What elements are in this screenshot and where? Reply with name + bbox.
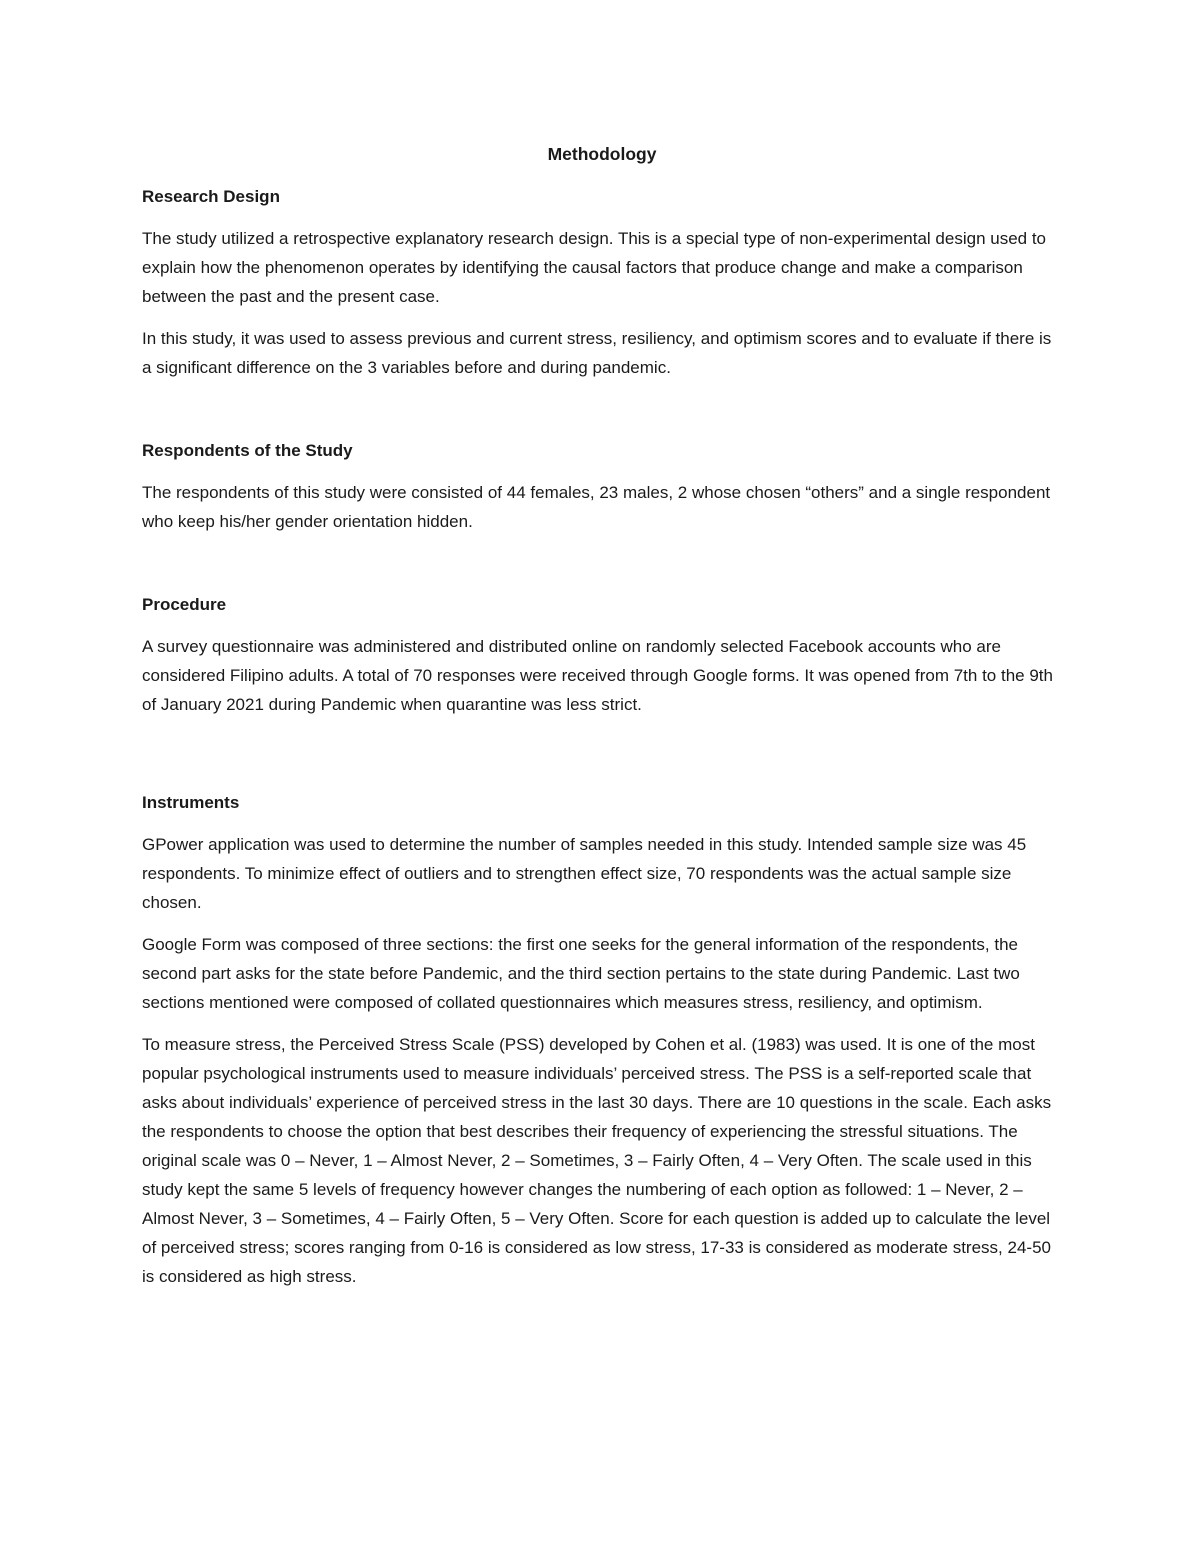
- section-research-design: [142, 182, 1062, 382]
- paragraph: The respondents of this study were consisted of 44 females, 23 males, 2 whose chosen “others” and a single respondent who keep his/her gender orientation hidden.: [142, 483, 1051, 531]
- document-body: [142, 140, 1062, 1304]
- paragraph: In this study, it was used to assess previous and current stress, resiliency, and optimism scores and to evaluate if there is a significant difference on the 3 variables before and during pandemic.: [142, 329, 1052, 377]
- page-title: Methodology: [547, 144, 657, 164]
- section-spacer: [142, 395, 1062, 436]
- paragraph: Google Form was composed of three sections: the first one seeks for the general information of the respondents, the second part asks for the state before Pandemic, and the third section pertains to the state during Pandemic. Last two sections mentioned were composed of collated questionnaires which measures stress, resiliency, and optimism.: [142, 935, 1020, 1012]
- section-spacer: [142, 549, 1062, 590]
- paragraph: A survey questionnaire was administered and distributed online on randomly selected Facebook accounts who are considered Filipino adults. A total of 70 responses were received through Google forms. It was opened from 7th to the 9th of January 2021 during Pandemic when quarantine was less strict.: [142, 637, 1053, 714]
- paragraph: GPower application was used to determine the number of samples needed in this study. Intended sample size was 45 respondents. To minimize effect of outliers and to strengthen effect size, 70 respondents was the actual sample size chosen.: [142, 835, 1027, 912]
- section-heading: Procedure: [142, 595, 227, 614]
- section-procedure: [142, 590, 1062, 719]
- section-spacer: [142, 732, 1062, 788]
- section-instruments: [142, 788, 1062, 1291]
- section-heading: Respondents of the Study: [142, 441, 353, 460]
- section-heading: Instruments: [142, 793, 240, 812]
- section-heading: Research Design: [142, 187, 280, 206]
- section-respondents: [142, 436, 1062, 536]
- paragraph: The study utilized a retrospective explanatory research design. This is a special type of non-experimental design used to explain how the phenomenon operates by identifying the causal factors that produce change and make a comparison between the past and the present case.: [142, 229, 1047, 306]
- paragraph: To measure stress, the Perceived Stress Scale (PSS) developed by Cohen et al. (1983) was used. It is one of the most popular psychological instruments used to measure individuals’ perceived stress. The PSS is a self-reported scale that asks about individuals’ experience of perceived stress in the last 30 days. There are 10 questions in the scale. Each asks the respondents to choose the option that best describes their frequency of experiencing the stressful situations. The original scale was 0 – Never, 1 – Almost Never, 2 – Sometimes, 3 – Fairly Often, 4 – Very Often. The scale used in this study kept the same 5 levels of frequency however changes the numbering of each option as followed: 1 – Never, 2 – Almost Never, 3 – Sometimes, 4 – Fairly Often, 5 – Very Often. Score for each question is added up to calculate the level of perceived stress; scores ranging from 0-16 is considered as low stress, 17-33 is considered as moderate stress, 24-50 is considered as high stress.: [142, 1035, 1052, 1286]
